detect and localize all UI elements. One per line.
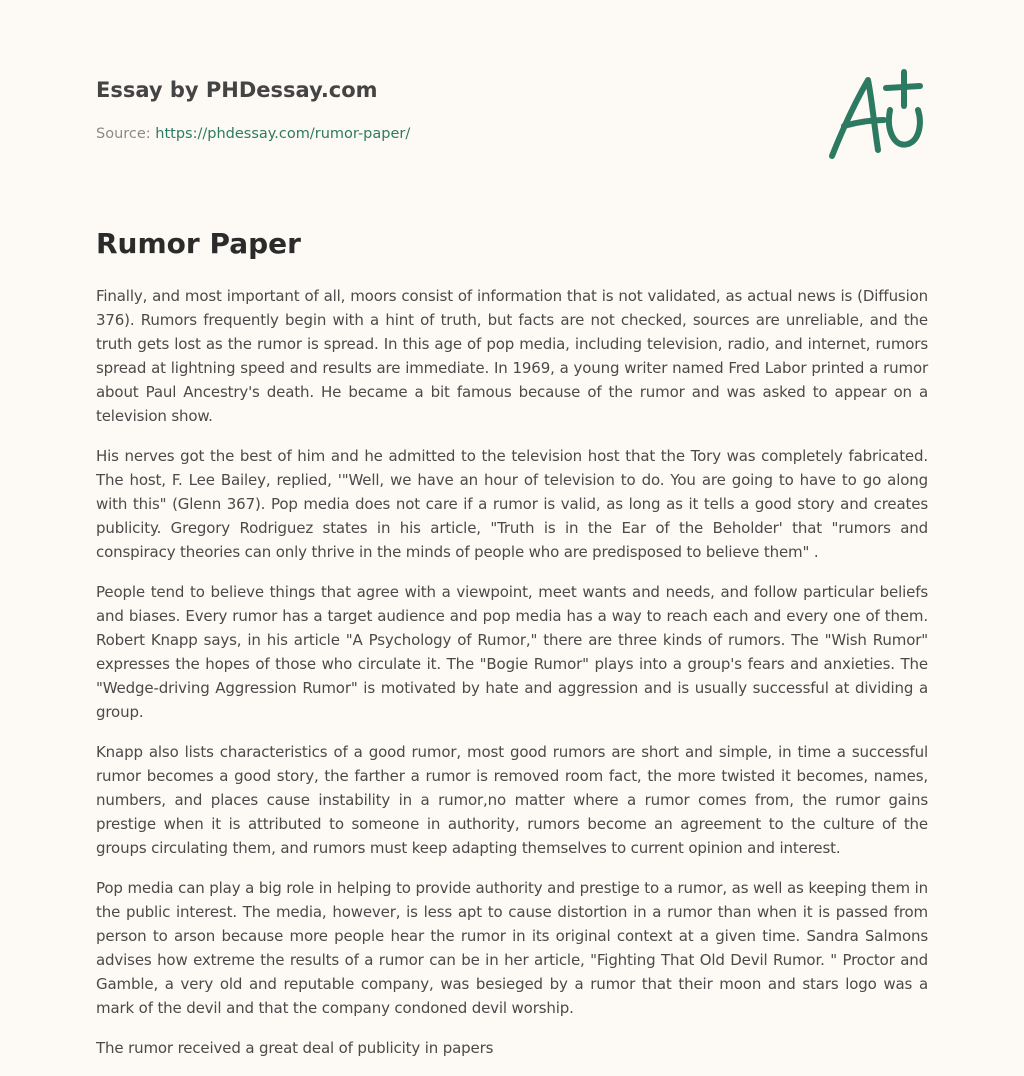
essay-paragraph: The rumor received a great deal of publicity in papers	[96, 1039, 494, 1057]
essay-paragraph: People tend to believe things that agree with a viewpoint, meet wants and needs, and follow particular beliefs and biases. Every rumor has a target audience and pop media has a way to reach each and every one of them. Robert Knapp says, in his article "A Psychology of Rumor," there are three kinds of rumors. The "Wish Rumor" expresses the hopes of those who circulate it. The "Bogie Rumor" plays into a group's fears and anxieties. The "Wedge-driving Aggression Rumor" is motivated by hate and aggression and is usually successful at dividing a group.	[96, 583, 928, 721]
essay-paragraph: Pop media can play a big role in helping to provide authority and prestige to a rumor, as well as keeping them in the public interest. The media, however, is less apt to cause distortion in a rumor than when it is passed from person to arson because more people hear the rumor in its original context at a given time. Sandra Salmons advises how extreme the results of a rumor can be in her article, "Fighting That Old Devil Rumor. " Proctor and Gamble, a very old and reputable company, was besieged by a rumor that their moon and stars logo was a mark of the devil and that the company condoned devil worship.	[96, 879, 928, 1017]
essay-paragraph: Finally, and most important of all, moors consist of information that is not validated, as actual news is (Diffusion 376). Rumors frequently begin with a hint of truth, but facts are not checked, sources are unreliable, and the truth gets lost as the rumor is spread. In this age of pop media, including television, radio, and internet, rumors spread at lightning speed and results are immediate. In 1969, a young writer named Fred Labor printed a rumor about Paul Ancestry's death. He became a bit famous because of the rumor and was asked to appear on a television show.	[96, 287, 928, 425]
essay-title: Rumor Paper	[96, 227, 301, 260]
a-plus-grade-icon	[824, 66, 928, 162]
site-title: Essay by PHDessay.com	[96, 78, 378, 102]
source-label: Source:	[96, 126, 151, 142]
essay-paragraph: His nerves got the best of him and he admitted to the television host that the Tory was completely fabricated. The host, F. Lee Bailey, replied, '"Well, we have an hour of television to do. You are going to have to go along with this" (Glenn 367). Pop media does not care if a rumor is valid, as long as it tells a good story and creates publicity. Gregory Rodriguez states in his article, "Truth is in the Ear of the Beholder' that "rumors and conspiracy theories can only thrive in the minds of people who are predisposed to believe them" .	[96, 447, 928, 561]
source-link[interactable]: https://phdessay.com/rumor-paper/	[155, 126, 411, 142]
essay-body	[96, 284, 928, 1076]
page-header	[96, 76, 928, 176]
essay-paragraph: Knapp also lists characteristics of a good rumor, most good rumors are short and simple, in time a successful rumor becomes a good story, the farther a rumor is removed room fact, the more twisted it becomes, names, numbers, and places cause instability in a rumor,no matter where a rumor comes from, the rumor gains prestige when it is attributed to someone in authority, rumors become an agreement to the culture of the groups circulating them, and rumors must keep adapting themselves to current opinion and interest.	[96, 743, 928, 857]
essay-page	[96, 0, 928, 1076]
source-line	[96, 124, 410, 144]
